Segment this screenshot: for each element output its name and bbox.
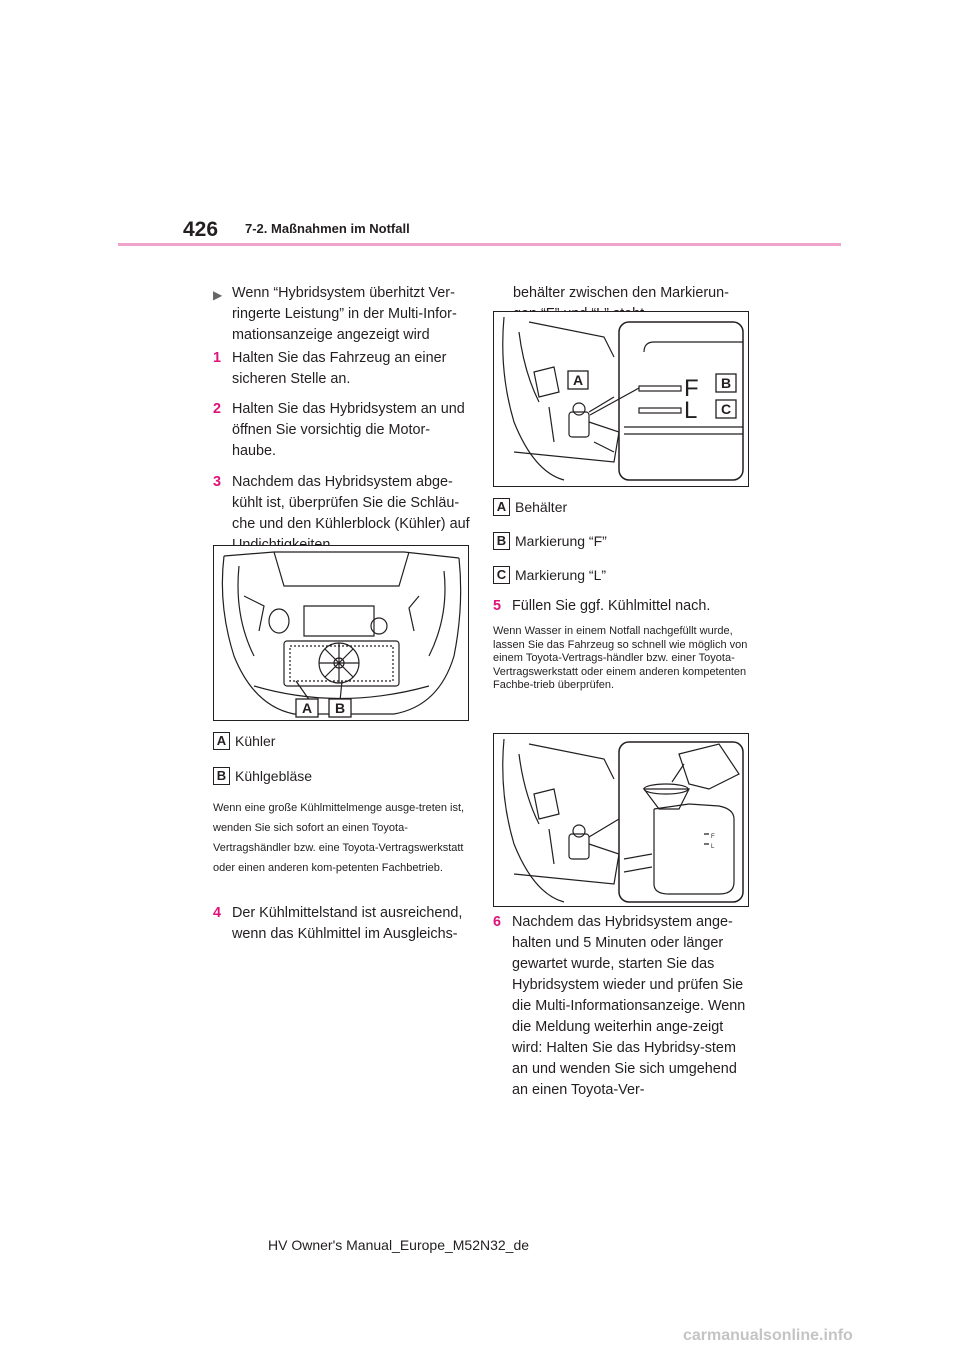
label-a: A bbox=[301, 700, 313, 716]
legend-item bbox=[493, 497, 567, 517]
manual-footer: HV Owner's Manual_Europe_M52N32_de bbox=[268, 1237, 530, 1253]
figure-radiator bbox=[213, 545, 469, 721]
mini-mark-f: F bbox=[711, 834, 715, 840]
figure-reservoir-marks bbox=[493, 311, 749, 487]
legend-text: Kühlgebläse bbox=[235, 768, 313, 784]
page-number: 426 bbox=[183, 218, 219, 241]
step-2 bbox=[213, 399, 471, 462]
step-4 bbox=[213, 903, 471, 945]
legend-item bbox=[213, 766, 312, 786]
legend-letter: B bbox=[213, 767, 230, 785]
step-4-continuation: behälter zwischen den Markierun- bbox=[513, 285, 729, 301]
step-number: 1 bbox=[213, 350, 222, 366]
label-a: A bbox=[572, 372, 584, 388]
step-6 bbox=[493, 912, 751, 1101]
reservoir-illustration bbox=[494, 312, 748, 486]
watermark-link[interactable]: carmanualsonline.info bbox=[683, 1327, 853, 1344]
refill-illustration bbox=[494, 734, 748, 906]
step-number: 4 bbox=[213, 905, 222, 921]
step-text: Halten Sie das Fahrzeug an einer sicheren Stelle an. bbox=[232, 350, 447, 387]
mini-mark-l: L bbox=[711, 844, 715, 850]
step-number: 6 bbox=[493, 914, 502, 930]
legend-letter: A bbox=[493, 498, 510, 516]
step-text: Halten Sie das Hybridsystem an und öffnen Sie vorsichtig die Motor-haube. bbox=[232, 401, 465, 459]
label-c: C bbox=[720, 401, 732, 417]
condition-heading: ▶ Wenn “Hybridsystem überhitzt Ver-ringerte Leistung” in der Multi-Infor-mationsanzeige angezeigt wird bbox=[213, 285, 457, 343]
step-3 bbox=[213, 472, 471, 556]
step-text: Nachdem das Hybridsystem ange-halten und 5 Minuten oder länger gewartet wurde, starten Sie das Hybridsystem wieder und prüfen Sie die Multi-Informationsanzeige. Wenn die Meldung weiterhin ange-zeigt wird: Halten Sie das Hybridsy-stem an und wenden Sie sich umgehend an einen Toyota-Ver- bbox=[512, 914, 746, 1098]
legend-text: Kühler bbox=[235, 733, 276, 749]
step-text: Füllen Sie ggf. Kühlmittel nach. bbox=[512, 598, 711, 614]
legend-text: Behälter bbox=[515, 499, 568, 515]
legend-item bbox=[493, 531, 607, 551]
step-1 bbox=[213, 348, 471, 390]
mark-l: L bbox=[684, 397, 698, 424]
label-b: B bbox=[334, 700, 346, 716]
mark-f: F bbox=[684, 375, 699, 402]
legend-item bbox=[213, 731, 275, 751]
legend-letter: A bbox=[213, 732, 230, 750]
step-number: 2 bbox=[213, 401, 222, 417]
triangle-bullet-icon: ▶ bbox=[213, 288, 223, 302]
legend-text: Markierung “L” bbox=[515, 567, 607, 583]
label-b: B bbox=[720, 375, 732, 391]
legend-letter: C bbox=[493, 566, 510, 584]
figure-refill bbox=[493, 733, 749, 907]
step-5 bbox=[493, 596, 751, 617]
note-text: Wenn Wasser in einem Notfall nachgefüllt wurde, lassen Sie das Fahrzeug so schnell wie möglich von einem Toyota-Vertrags-händler bzw. einer Toyota-Vertragswerkstatt oder einem anderen kompetenten Fachbe-trieb überprüfen. bbox=[493, 625, 748, 691]
engine-bay-illustration bbox=[214, 546, 468, 720]
step-text: Der Kühlmittelstand ist ausreichend, wenn das Kühlmittel im Ausgleichs- bbox=[232, 905, 463, 942]
header-rule bbox=[118, 243, 841, 246]
section-title: 7-2. Maßnahmen im Notfall bbox=[245, 221, 410, 236]
step-number: 3 bbox=[213, 474, 222, 490]
legend-letter: B bbox=[493, 532, 510, 550]
legend-item bbox=[493, 565, 606, 585]
legend-text: Markierung “F” bbox=[515, 533, 607, 549]
step-number: 5 bbox=[493, 598, 502, 614]
step-text: Nachdem das Hybridsystem abge-kühlt ist, überprüfen Sie die Schläu-che und den Kühlerblock (Kühler) auf bbox=[232, 474, 470, 532]
note-text: Wenn eine große Kühlmittelmenge ausge-treten ist, wenden Sie sich sofort an einen Toyota-Vertragshändler bzw. eine Toyota-Vertragswerkstatt oder einen anderen kom-petenten Fachbetrieb. bbox=[213, 802, 465, 874]
